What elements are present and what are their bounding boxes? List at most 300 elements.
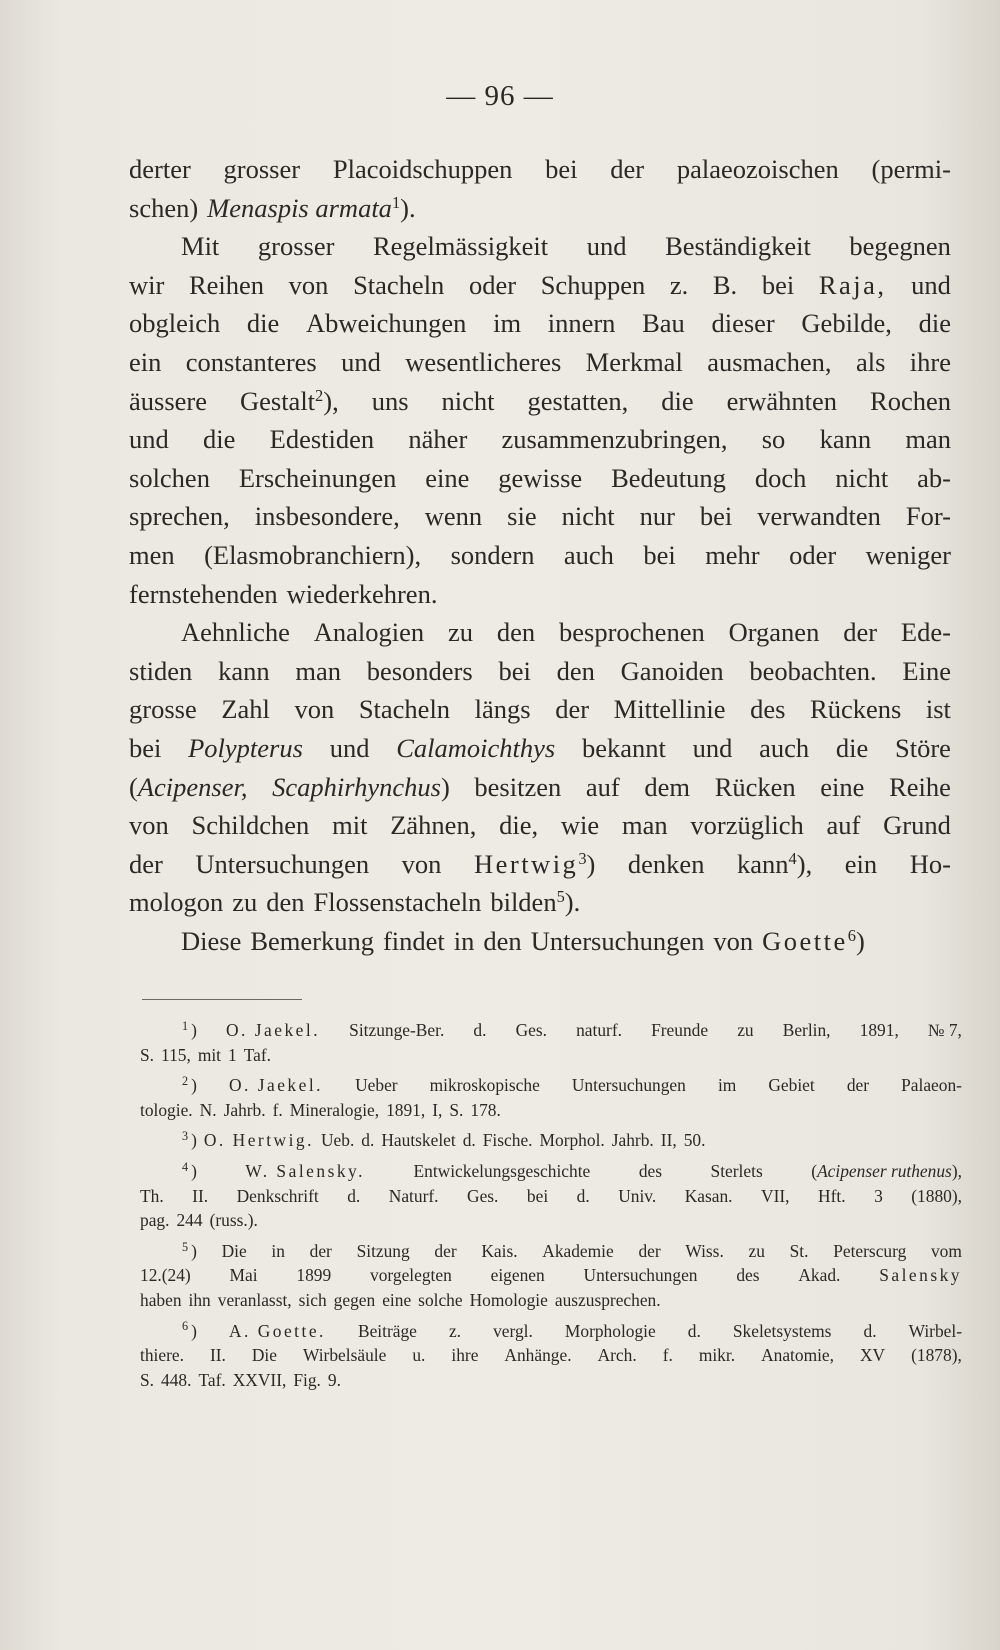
word: und (341, 346, 381, 377)
word-group (502, 420, 728, 459)
word: Scaphirhynchus (272, 771, 441, 802)
word: 50. (683, 1130, 706, 1151)
word: die, (499, 810, 539, 841)
word: der (843, 617, 878, 648)
word: S. (140, 1044, 155, 1065)
word: 178. (470, 1099, 501, 1120)
word-group (870, 382, 951, 421)
word: wesentlicheres (405, 346, 562, 377)
word-group (408, 420, 467, 459)
word: Rücken (714, 771, 796, 802)
word: ihn (188, 1289, 211, 1310)
word: Hft. (818, 1185, 846, 1206)
footnote (140, 1319, 962, 1393)
word: so (761, 424, 786, 455)
word-group (355, 1073, 397, 1098)
text-line (129, 729, 951, 768)
word-group (129, 768, 247, 807)
word-group (129, 652, 192, 691)
word: d. (473, 1020, 487, 1040)
word: Bedeutung (611, 462, 726, 493)
word: Analogien (313, 617, 425, 648)
word: XXVII, (232, 1369, 287, 1390)
word: Wiss. (685, 1240, 724, 1261)
word-group (713, 266, 737, 305)
word-group (555, 1288, 661, 1313)
word: Beiträge (357, 1320, 417, 1341)
footnote-line (140, 1073, 962, 1098)
word: nicht (441, 385, 495, 416)
word-group (129, 420, 169, 459)
word-group (820, 420, 872, 459)
word-group (192, 806, 310, 845)
word-group (349, 1018, 444, 1043)
word: Palaeon- (901, 1075, 962, 1096)
word: äussere (129, 385, 207, 416)
word: Mai (229, 1265, 258, 1286)
text-line (129, 845, 951, 884)
word-group (382, 1288, 411, 1313)
word: ihre (451, 1345, 479, 1366)
word: mit (332, 810, 368, 841)
word-group (750, 690, 785, 729)
word-group (612, 1128, 654, 1153)
footnote-line (140, 1208, 962, 1233)
word: W. Salensky. (245, 1160, 365, 1181)
word: naturf. (576, 1020, 622, 1040)
word: der (555, 694, 590, 725)
word: 1 (228, 1044, 237, 1065)
word: (1880), (911, 1185, 962, 1206)
word: gegen (333, 1289, 376, 1310)
footnote-mark: 6 (847, 925, 856, 945)
word: bei (545, 154, 578, 184)
word-group (651, 1018, 708, 1043)
word: die (203, 424, 236, 455)
word-group (528, 382, 629, 421)
word-group (228, 1043, 237, 1068)
word: der (846, 1075, 870, 1096)
word: Akademie (542, 1240, 614, 1261)
word-group (332, 806, 367, 845)
word: Rückens (810, 694, 902, 725)
word: Mineralogie, (289, 1099, 380, 1120)
word: Menaspis armata (207, 192, 392, 223)
word: vorzüglich (690, 810, 804, 841)
word: Ho- (909, 848, 951, 879)
word-group (847, 1073, 869, 1098)
word: ( (811, 1160, 818, 1181)
word-group (229, 1319, 326, 1344)
word-group (432, 1098, 442, 1123)
word-group (314, 613, 424, 652)
word: ein (129, 346, 162, 377)
word-group (244, 1043, 271, 1068)
footnote-line (140, 1043, 962, 1068)
word: Goette (762, 925, 848, 956)
word-group (705, 536, 759, 575)
footnote-mark: 3 (182, 1129, 189, 1144)
word: bei (129, 732, 162, 763)
word-group (240, 382, 339, 421)
word-group (684, 1128, 706, 1153)
word: begegnen (849, 231, 951, 262)
word: 115, (161, 1044, 191, 1065)
word-group (818, 1184, 846, 1209)
word-group (801, 304, 892, 343)
word-group (586, 768, 620, 807)
word-group (507, 497, 536, 536)
word-group (713, 922, 753, 961)
word-group (561, 806, 599, 845)
word-group (711, 1159, 763, 1184)
word-group (140, 1184, 164, 1209)
footnote-line (140, 1018, 962, 1043)
word-group (483, 1128, 533, 1153)
word-group (353, 266, 444, 305)
word-group (789, 536, 836, 575)
word: O. Jaekel. (228, 1075, 324, 1096)
word: VII, (761, 1185, 790, 1206)
word: und (692, 732, 733, 763)
word: doch (754, 462, 807, 493)
word: man (905, 424, 951, 455)
word: wiederkehren. (286, 578, 438, 609)
text-line (129, 922, 951, 961)
word-group (314, 883, 482, 922)
word-group (181, 227, 219, 266)
word-group (909, 1319, 962, 1344)
word-group (204, 1128, 314, 1153)
word: bei (498, 655, 531, 686)
word-group (718, 1073, 736, 1098)
word: von (713, 925, 754, 956)
word: besitzen (474, 771, 562, 802)
word-group (295, 652, 341, 691)
word: dieser (711, 308, 775, 339)
word-group (768, 1073, 814, 1098)
word: und (129, 424, 169, 455)
word: Gestalt (239, 385, 316, 416)
word: Akad. (798, 1265, 841, 1286)
footnote-mark: 4 (182, 1159, 189, 1174)
word-group (451, 1343, 478, 1368)
word: Gebiet (768, 1075, 815, 1096)
text-line (129, 613, 951, 652)
word-group (761, 1184, 790, 1209)
word-group (889, 768, 951, 807)
word-group (273, 1098, 283, 1123)
footnote-mark: 3 (578, 848, 587, 868)
word-group (383, 922, 445, 961)
word-group (250, 922, 374, 961)
footnote-line (140, 1263, 962, 1288)
word: veranlasst, (217, 1289, 292, 1310)
body-text (129, 150, 951, 960)
word-group (565, 1319, 656, 1344)
word: Gebilde, (801, 308, 892, 339)
word-group (129, 266, 164, 305)
word: mit (197, 1044, 222, 1065)
word-group (640, 497, 675, 536)
word-group (222, 1239, 247, 1264)
word: dem (644, 771, 691, 802)
word: Ede- (900, 617, 951, 648)
text-line (129, 690, 951, 729)
word: Untersuchungen (530, 925, 705, 956)
word-group (919, 304, 951, 343)
word-group (203, 420, 235, 459)
word: Acipenser ruthenus (817, 1160, 952, 1181)
text-line (129, 652, 951, 691)
word-group (715, 768, 796, 807)
word-group (198, 1368, 225, 1393)
word: zusammenzubringen, (501, 424, 728, 455)
word-group (402, 845, 442, 884)
word: Sitzung (356, 1240, 410, 1261)
word-group (237, 1184, 319, 1209)
word-group (906, 497, 951, 536)
word: palaeozoischen (676, 154, 839, 184)
word-group (845, 845, 877, 884)
word: kann (819, 424, 872, 455)
word: längs (474, 694, 531, 725)
text-line (129, 768, 951, 807)
word: den (496, 617, 536, 648)
word: Naturf. (388, 1185, 439, 1206)
text-line (129, 343, 951, 382)
footnote-separator (142, 999, 302, 1000)
word: Untersuchungen (571, 1075, 686, 1096)
word-group (483, 922, 521, 961)
word: Edestiden (269, 424, 375, 455)
word: kann (737, 848, 789, 879)
word: II, (660, 1130, 677, 1151)
word-group (182, 1159, 197, 1184)
word-group (129, 690, 197, 729)
word: Grund (883, 810, 951, 841)
word-group (412, 1343, 425, 1368)
word: solchen (129, 462, 210, 493)
word-group (226, 1018, 320, 1043)
word-group (491, 1263, 545, 1288)
word: mikroskopische (429, 1075, 540, 1096)
word: als (855, 346, 886, 377)
word: Bemerkung (250, 925, 374, 956)
word: ) (191, 1130, 197, 1151)
word: Schildchen (191, 810, 310, 841)
word-group (638, 1239, 660, 1264)
word-group (473, 1018, 486, 1043)
word-group (271, 1239, 285, 1264)
word-group (688, 1319, 701, 1344)
word: Schuppen (540, 269, 646, 300)
word: ) (191, 1240, 197, 1261)
word: Taf. (198, 1369, 226, 1390)
text-line (129, 536, 951, 575)
word: sich (298, 1289, 327, 1310)
word-group (749, 652, 876, 691)
footnote-mark: 6 (182, 1319, 189, 1334)
word-group (370, 1263, 452, 1288)
footnote-line (140, 1128, 962, 1153)
word-group (810, 690, 901, 729)
word: fernstehenden (129, 578, 278, 609)
word-group (140, 1343, 184, 1368)
word-group (418, 1288, 462, 1313)
word: Regelmässigkeit (373, 231, 549, 262)
word: wir (129, 269, 165, 300)
word-group (879, 1263, 962, 1288)
word: man (621, 810, 668, 841)
word-group (911, 1184, 962, 1209)
word-group (129, 497, 230, 536)
word: Ueb. (320, 1130, 355, 1151)
word-group (685, 1184, 733, 1209)
text-line (129, 227, 951, 266)
word-group (129, 382, 207, 421)
word: den (556, 655, 595, 686)
word: grosser (257, 231, 335, 262)
word-group (555, 690, 589, 729)
word: Raja, (818, 269, 887, 300)
word-group (224, 150, 301, 189)
footnote-mark: 1 (182, 1018, 189, 1033)
word-group (901, 613, 951, 652)
word-group (577, 1184, 590, 1209)
word: Ges. (467, 1185, 499, 1206)
word-group (129, 459, 210, 498)
word-group (218, 1288, 292, 1313)
word: Reihen (188, 269, 265, 300)
word: S. (140, 1369, 155, 1390)
word-group (499, 806, 538, 845)
word: ). (400, 192, 416, 223)
word: Homologie (469, 1289, 548, 1310)
word: findet (382, 925, 445, 956)
word: d. (863, 1320, 877, 1341)
word-group (911, 1343, 962, 1368)
word: gestatten, (527, 385, 629, 416)
word: ) (440, 771, 450, 802)
word-group (621, 652, 724, 691)
word: II. (209, 1345, 226, 1366)
word: den (483, 925, 522, 956)
word: der (309, 1240, 332, 1261)
word-group (358, 1319, 417, 1344)
word-group (310, 1239, 332, 1264)
word: A. Goette. (228, 1320, 326, 1341)
word-group (572, 1073, 686, 1098)
word: Aehnliche (181, 617, 290, 648)
word-group (736, 1263, 759, 1288)
word-group (474, 768, 561, 807)
word: Placoidschuppen (332, 154, 513, 184)
word: f. (662, 1345, 673, 1366)
word-group (448, 613, 473, 652)
word: eine (425, 462, 470, 493)
word-group (665, 227, 811, 266)
word: Anatomie, (761, 1345, 834, 1366)
word-group (470, 1288, 548, 1313)
word-group (819, 266, 887, 305)
word: Peterscurg (833, 1240, 907, 1261)
word: ). (564, 887, 581, 918)
word-group (911, 266, 951, 305)
word: Erscheinungen (238, 462, 397, 493)
footnote (140, 1159, 962, 1233)
word: Sitzunge-Ber. (349, 1020, 445, 1040)
word: im (493, 308, 522, 339)
word-group (270, 420, 375, 459)
footnote-mark: 1 (391, 192, 401, 212)
word: Diese (181, 925, 242, 956)
word: Sterlets (710, 1160, 763, 1181)
word: Th. (140, 1185, 164, 1206)
word: pag. (140, 1210, 170, 1231)
word: eigenen (490, 1265, 545, 1286)
word: bekannt (581, 732, 666, 763)
word: vom (930, 1240, 962, 1261)
word-group (272, 768, 450, 807)
word-group (198, 1043, 221, 1068)
word-group (481, 1239, 517, 1264)
word: nicht (561, 501, 615, 532)
word: zu (232, 887, 258, 918)
word-group (140, 1043, 154, 1068)
word: die (835, 732, 869, 763)
word-group (610, 150, 644, 189)
paragraph (129, 150, 951, 227)
word: des (638, 1160, 662, 1181)
word: insbesondere, (254, 501, 400, 532)
word-group (497, 613, 535, 652)
word: zu (448, 617, 474, 648)
word: f. (272, 1099, 283, 1120)
footnote-line (140, 1239, 962, 1264)
word: d. (576, 1185, 590, 1206)
word-group (895, 729, 951, 768)
word: 9. (327, 1369, 341, 1390)
word-group (504, 1343, 571, 1368)
footnote-mark: 2 (315, 385, 324, 405)
word-group (783, 1018, 831, 1043)
word: den (266, 887, 305, 918)
word-group (204, 536, 421, 575)
word: im (717, 1075, 737, 1096)
word: bei (643, 539, 676, 570)
word-group (333, 150, 513, 189)
word: sprechen, (129, 501, 230, 532)
word: Untersuchungen (195, 848, 370, 879)
word: schen) (129, 192, 199, 223)
word-group (644, 768, 690, 807)
word: O. Hertwig. (203, 1130, 314, 1151)
word-group (321, 1128, 354, 1153)
word-group (140, 1263, 191, 1288)
footnote (140, 1073, 962, 1122)
word-group (129, 150, 191, 189)
word-group (614, 690, 726, 729)
text-line (129, 497, 951, 536)
word: Acipenser, (137, 771, 248, 802)
word-group (905, 420, 951, 459)
word: in (453, 925, 475, 956)
word-group (129, 575, 278, 614)
word: Eine (902, 655, 951, 686)
word: Skeletsystems (732, 1320, 832, 1341)
word-group (232, 883, 257, 922)
